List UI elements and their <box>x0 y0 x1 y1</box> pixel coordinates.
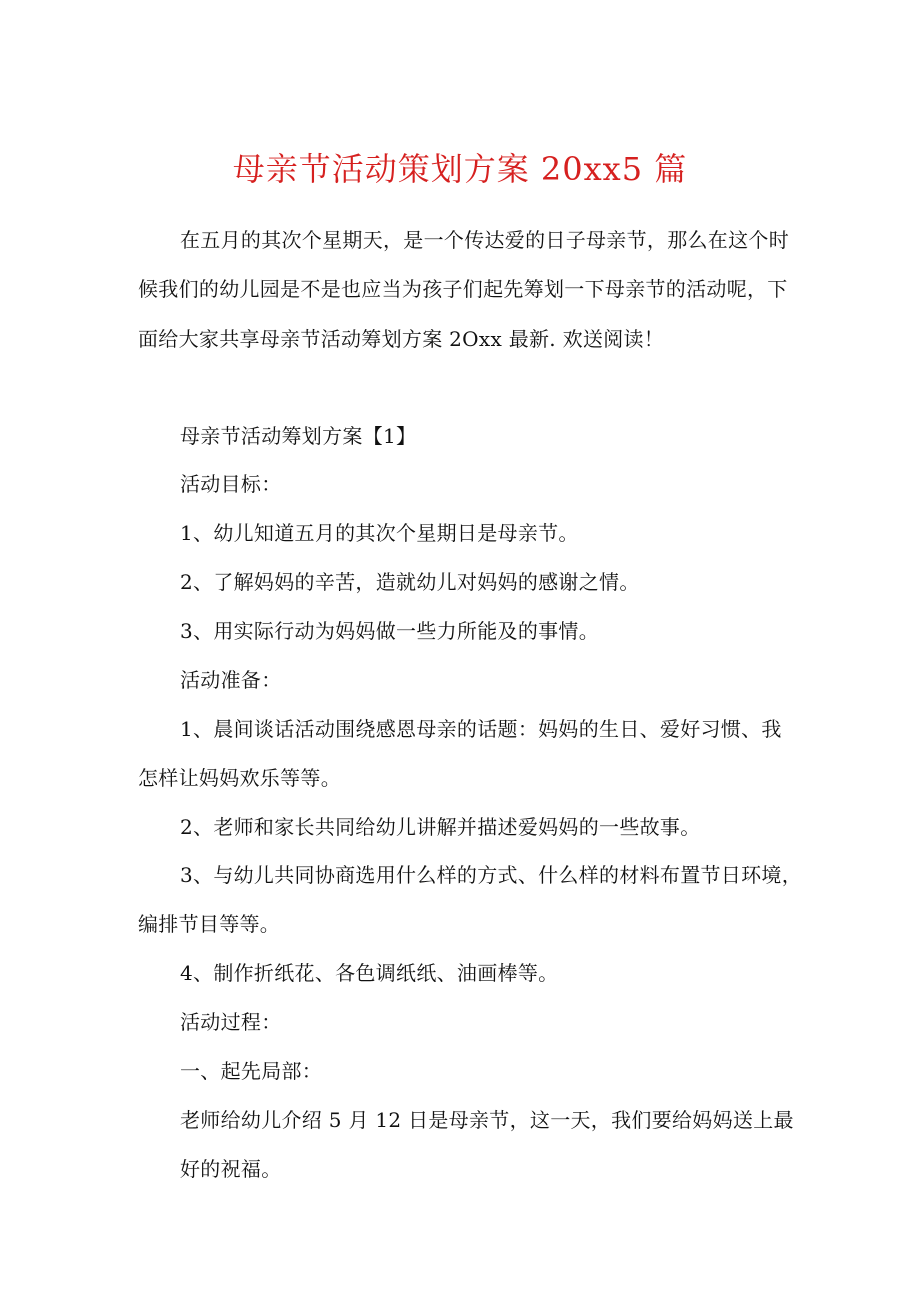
intro-line-2: 候我们的幼儿园是不是也应当为孩子们起先筹划一下母亲节的活动呢，下 <box>138 277 788 301</box>
process-text-line-2: 好的祝福。 <box>180 1157 282 1181</box>
process-heading: 活动过程： <box>180 1010 282 1034</box>
prep-heading: 活动准备： <box>180 668 282 692</box>
document-title: 母亲节活动策划方案 20xx5 篇 <box>232 150 688 188</box>
goal-item-3: 3、用实际行动为妈妈做一些力所能及的事情。 <box>180 619 600 643</box>
process-step-1: 一、起先局部： <box>180 1059 323 1083</box>
prep-item-3-line-2: 编排节目等等。 <box>138 912 281 936</box>
prep-item-3-line-1: 3、与幼儿共同协商选用什么样的方式、什么样的材料布置节日环境， <box>180 863 803 887</box>
goal-item-1: 1、幼儿知道五月的其次个星期日是母亲节。 <box>180 521 579 545</box>
prep-item-1-line-1: 1、晨间谈话活动围绕感恩母亲的话题：妈妈的生日、爱好习惯、我 <box>180 717 782 741</box>
process-text-line-1: 老师给幼儿介绍 5 月 12 日是母亲节，这一天，我们要给妈妈送上最 <box>180 1108 794 1132</box>
intro-line-3: 面给大家共享母亲节活动筹划方案 2Oxx 最新. 欢送阅读！ <box>138 327 665 351</box>
section-title: 母亲节活动筹划方案【1】 <box>180 424 417 448</box>
goals-heading: 活动目标： <box>180 472 282 496</box>
prep-item-1-line-2: 怎样让妈妈欢乐等等。 <box>138 766 341 790</box>
goal-item-2: 2、了解妈妈的辛苦，造就幼儿对妈妈的感谢之情。 <box>180 570 640 594</box>
intro-line-1: 在五月的其次个星期天，是一个传达爱的日子母亲节，那么在这个时 <box>180 228 789 252</box>
prep-item-4: 4、制作折纸花、各色调纸纸、油画棒等。 <box>180 961 559 985</box>
prep-item-2: 2、老师和家长共同给幼儿讲解并描述爱妈妈的一些故事。 <box>180 815 701 839</box>
